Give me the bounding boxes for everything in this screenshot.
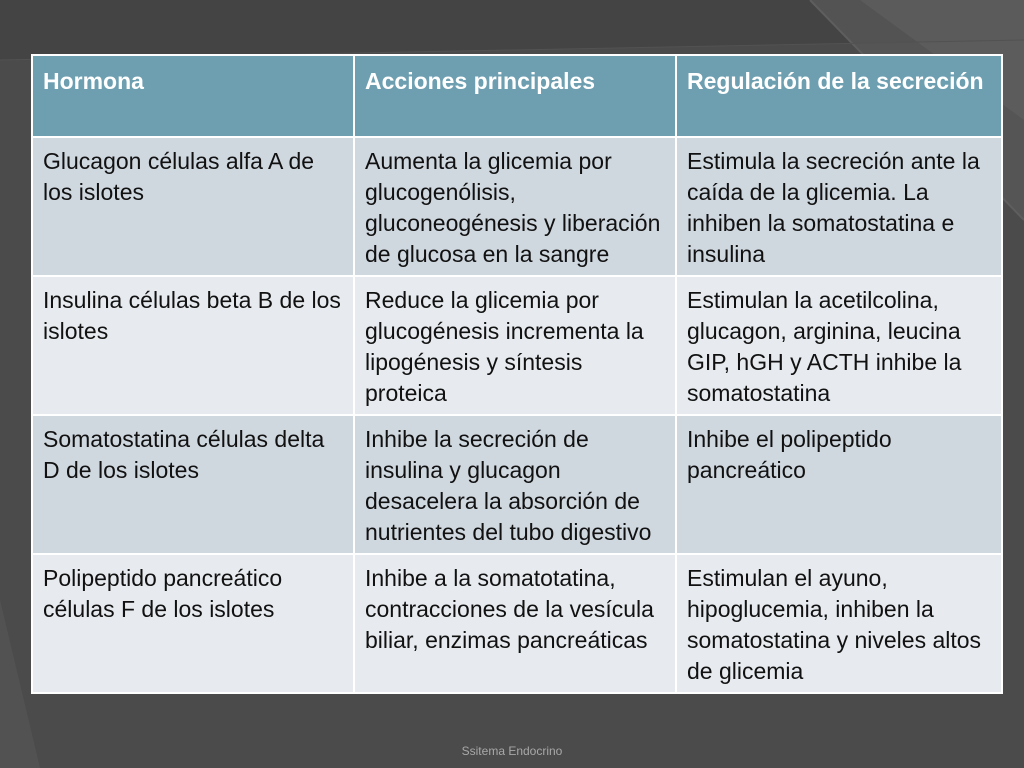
cell-acciones: Aumenta la glicemia por glucogenólisis, gluconeogénesis y liberación de glucosa en la sangre	[354, 137, 676, 276]
hormone-table	[31, 54, 1003, 694]
table-header-row	[32, 55, 1002, 137]
column-header-hormona: Hormona	[32, 55, 354, 137]
cell-hormona: Insulina células beta B de los islotes	[32, 276, 354, 415]
cell-hormona: Glucagon células alfa A de los islotes	[32, 137, 354, 276]
slide-footer: Ssitema Endocrino	[461, 744, 563, 758]
cell-acciones: Inhibe a la somatotatina, contracciones de la vesícula biliar, enzimas pancreáticas	[354, 554, 676, 693]
table-row	[32, 276, 1002, 415]
cell-hormona: Somatostatina células delta D de los islotes	[32, 415, 354, 554]
table-row	[32, 137, 1002, 276]
column-header-regulacion: Regulación de la secreción	[676, 55, 1002, 137]
cell-regulacion: Estimulan el ayuno, hipoglucemia, inhiben la somatostatina y niveles altos de glicemia	[676, 554, 1002, 693]
cell-regulacion: Estimulan la acetilcolina, glucagon, arginina, leucina GIP, hGH y ACTH inhibe la somatostatina	[676, 276, 1002, 415]
table-row	[32, 554, 1002, 693]
cell-hormona: Polipeptido pancreático células F de los islotes	[32, 554, 354, 693]
cell-regulacion: Estimula la secreción ante la caída de la glicemia. La inhiben la somatostatina e insulina	[676, 137, 1002, 276]
column-header-acciones: Acciones principales	[354, 55, 676, 137]
table-row	[32, 415, 1002, 554]
cell-regulacion: Inhibe el polipeptido pancreático	[676, 415, 1002, 554]
cell-acciones: Reduce la glicemia por glucogénesis incrementa la lipogénesis y síntesis proteica	[354, 276, 676, 415]
cell-acciones: Inhibe la secreción de insulina y glucagon desacelera la absorción de nutrientes del tubo digestivo	[354, 415, 676, 554]
